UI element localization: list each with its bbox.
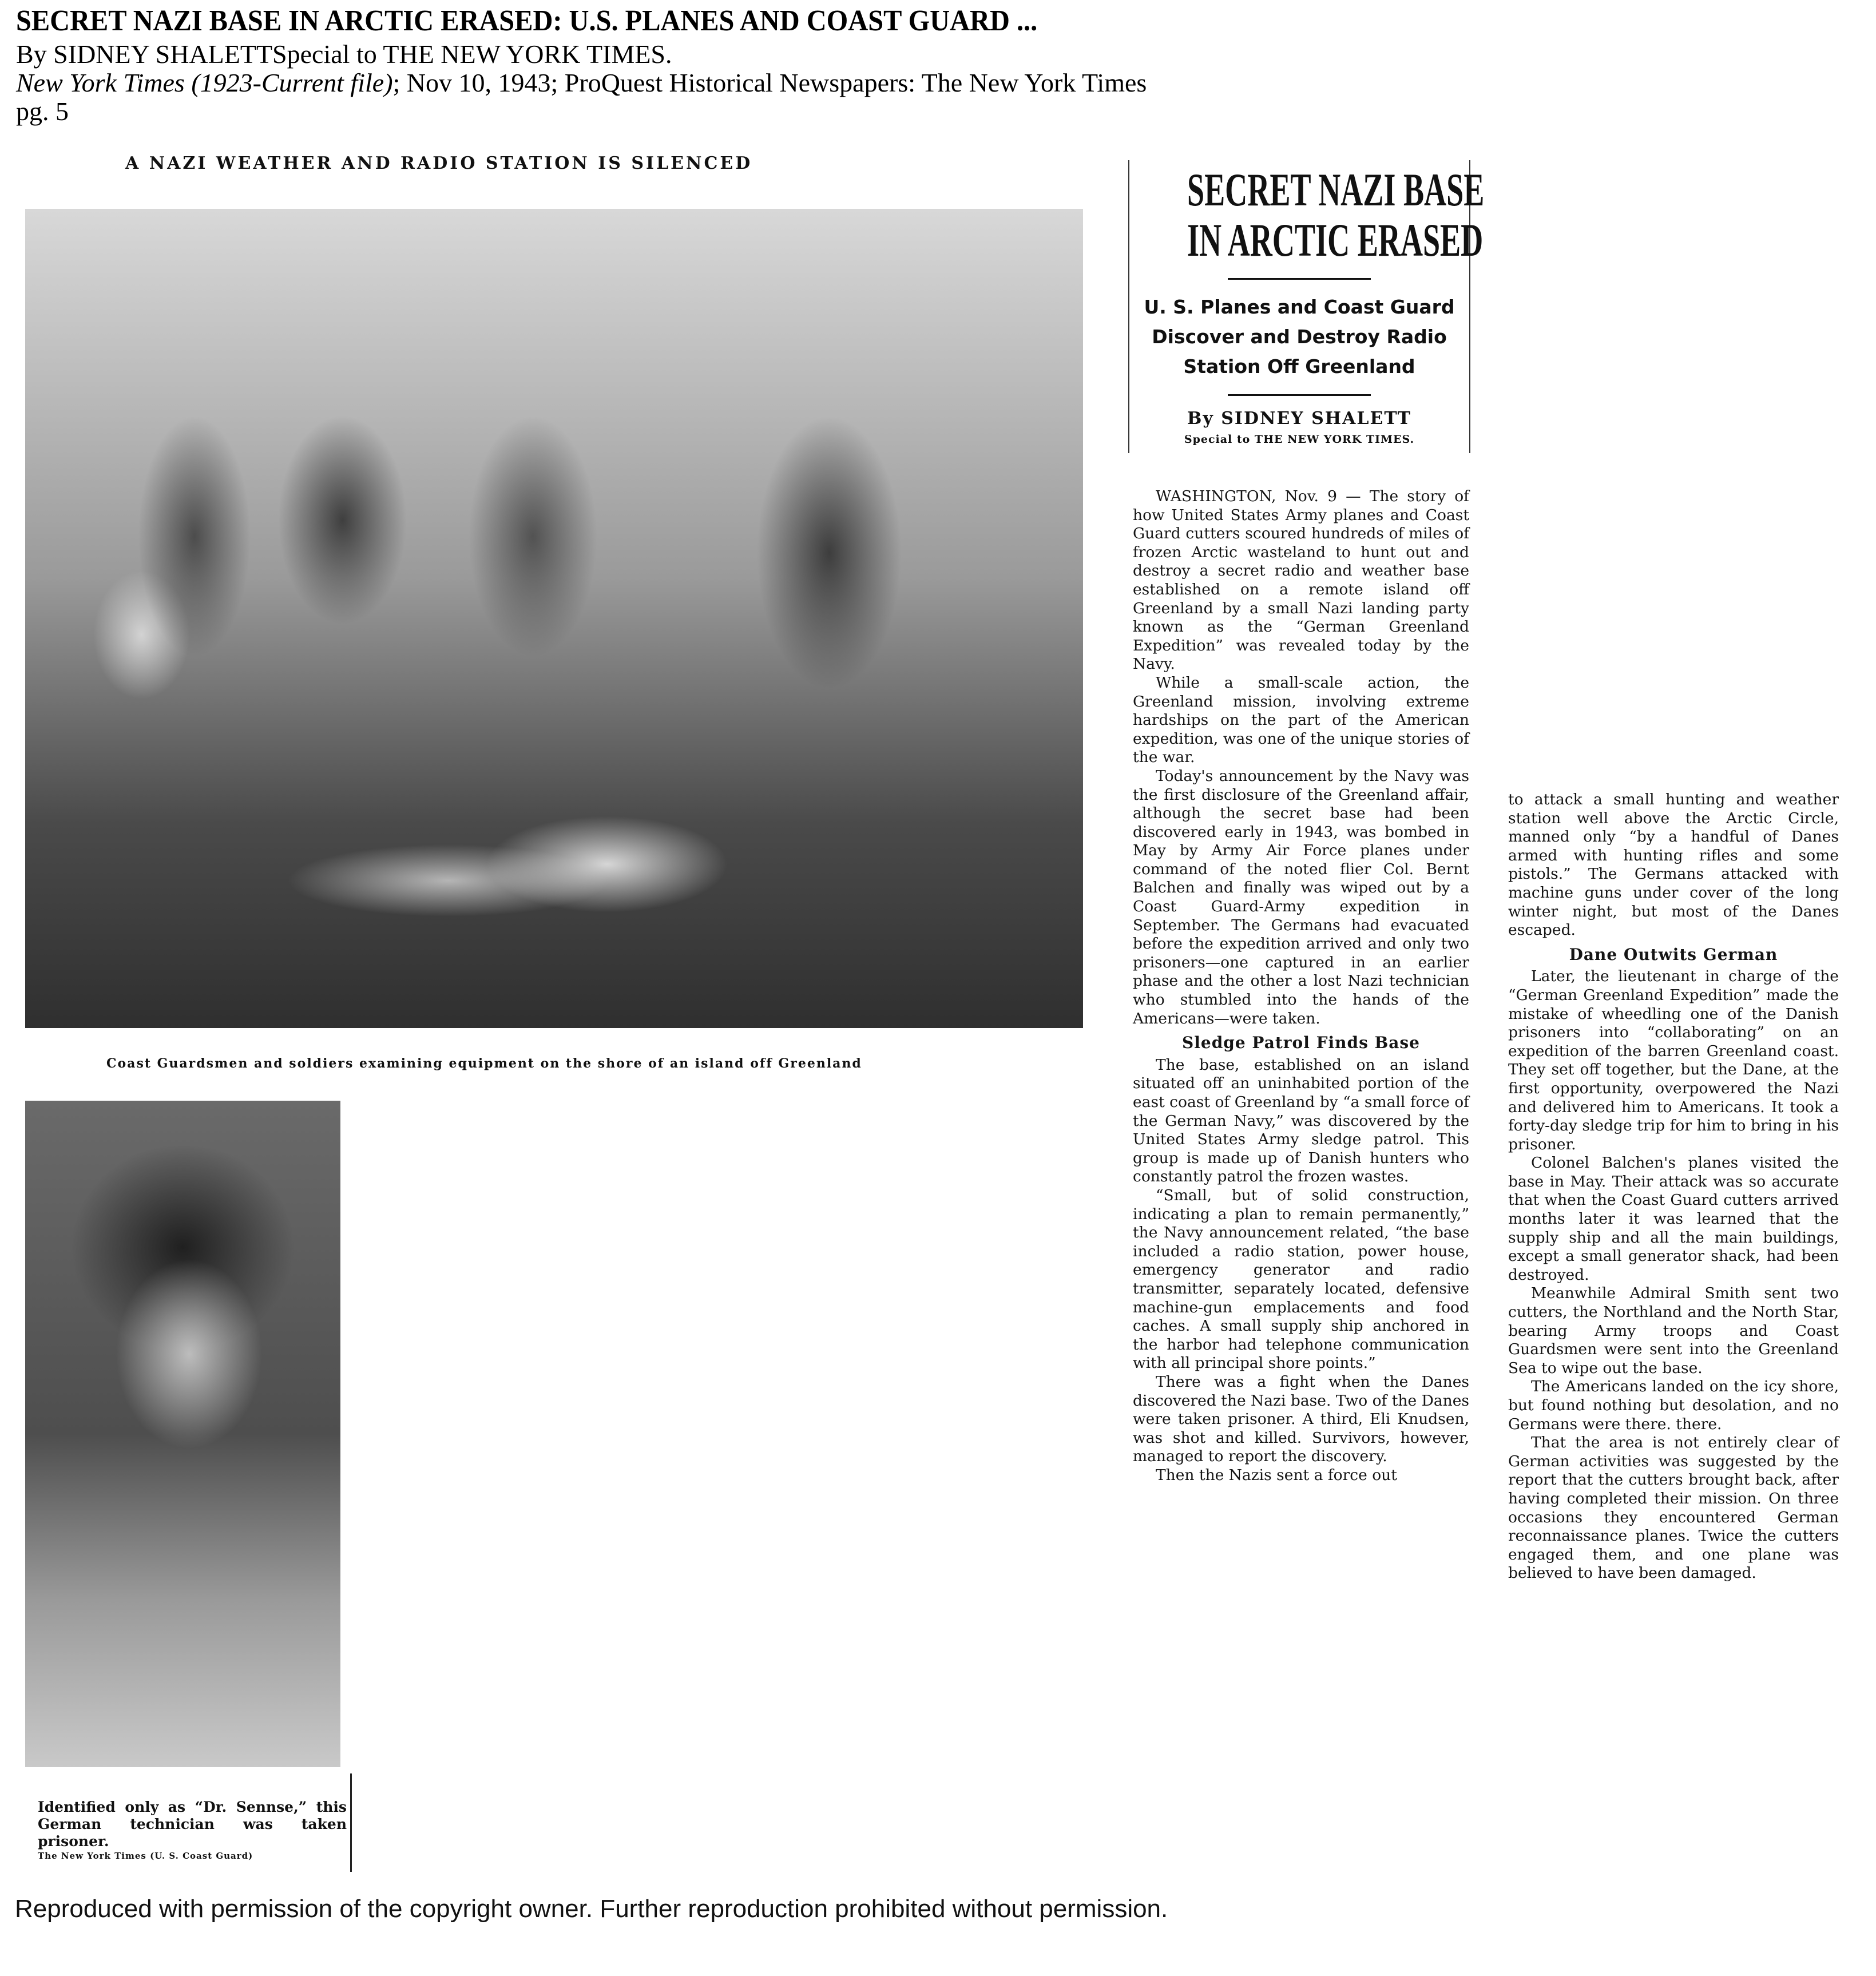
portrait-caption-text: Identified only as “Dr. Sennse,” this German technician was taken prisoner. — [38, 1799, 347, 1850]
paragraph: “Small, but of solid construction, indicating a plan to remain permanently,” the Navy announcement related, “the base included a radio station, power house, emergency generator and radio transmitter, separately located, defensive machine-gun emplacements and food caches. A small supply ship anchored in the harbor had telephone communication with all principal shore points.” — [1133, 1186, 1469, 1372]
paragraph: That the area is not entirely clear of German activities was suggested by the report that the cutters brought back, after having completed their mission. On three occasions they encountered German reconnaissance planes. Twice the cutters engaged them, and one plane was believed to have been damaged. — [1508, 1434, 1839, 1582]
paragraph: Today's announcement by the Navy was the first disclosure of the Greenland affair, although the secret base had been discovered early in 1943, was bombed in May by Army Air Force planes under command of the noted flier Col. Bernt Balchen and finally was wiped out by a Coast Guard-Army expedition in September. The Germans had evacuated before the expedition arrived and only two prisoners—one captured in an earlier phase and the other a lost Nazi technician who stumbled into the hands of the Americans—were taken. — [1133, 767, 1469, 1027]
article-column-1 — [1133, 487, 1469, 1485]
deck-divider — [1228, 394, 1371, 396]
headline-line-1: SECRET NAZI BASE — [1187, 164, 1485, 216]
paragraph: The Americans landed on the icy shore, but found nothing but desolation, and no Germans were there. there. — [1508, 1378, 1839, 1433]
paragraph: Colonel Balchen's planes visited the base in May. Their attack was so accurate that when the Coast Guard cutters arrived months later it was learned that the supply ship and all the main buildings, except a small generator shack, had been destroyed. — [1508, 1154, 1839, 1284]
article-column-2 — [1508, 791, 1839, 1583]
deck-line-3: Station Off Greenland — [1183, 355, 1415, 378]
paragraph: WASHINGTON, Nov. 9 — The story of how United States Army planes and Coast Guard cutters scoured hundreds of miles of frozen Arctic wasteland to hunt out and destroy a secret radio and weather base established on a remote island off Greenland by a small Nazi landing party known as the “German Greenland Expedition” was revealed today by the Navy. — [1133, 487, 1469, 673]
portrait-caption — [38, 1799, 347, 1862]
paragraph: Later, the lieutenant in charge of the “German Greenland Expedition” made the mistake of wheedling one of the Danish prisoners into “collaborating” on an expedition of the barren Greenland coast. They set off together, but the Dane, at the first opportunity, overpowered the Nazi and delivered him to Americans. It took a forty-day sledge trip for him to bring in his prisoner. — [1508, 967, 1839, 1153]
headline-divider — [1228, 278, 1371, 280]
photo-caption: Coast Guardsmen and soldiers examining equipment on the shore of an island off Greenland — [106, 1056, 862, 1071]
paragraph: While a small-scale action, the Greenland mission, involving extreme hardships on the part of the American expedition, was one of the unique stories of the war. — [1133, 673, 1469, 767]
paragraph: The base, established on an island situated off an uninhabited portion of the east coast of Greenland by “a small force of the German Navy,” was discovered by the United States Army sledge patrol. This group is made up of Danish hunters who constantly patrol the frozen wastes. — [1133, 1056, 1469, 1186]
photo-headline: A NAZI WEATHER AND RADIO STATION IS SILENCED — [125, 153, 753, 173]
article-byline: By SIDNEY SHALETT — [1187, 408, 1411, 428]
document-title: SECRET NAZI BASE IN ARCTIC ERASED: U.S. PLANES AND COAST GUARD ... — [16, 5, 1038, 37]
headline-box — [1128, 160, 1485, 453]
subheading: Dane Outwits German — [1569, 945, 1778, 964]
copyright-footer: Reproduced with permission of the copyright owner. Further reproduction prohibited without permission. — [15, 1895, 1168, 1923]
document-page: pg. 5 — [16, 97, 69, 126]
article-dateline-credit: Special to THE NEW YORK TIMES. — [1184, 433, 1415, 446]
source-publication: New York Times (1923-Current file) — [16, 68, 393, 97]
deck-line-2: Discover and Destroy Radio — [1152, 326, 1447, 348]
deck-line-1: U. S. Planes and Coast Guard — [1144, 296, 1455, 318]
paragraph: Then the Nazis sent a force out — [1156, 1466, 1397, 1484]
paragraph: to attack a small hunting and weather station well above the Arctic Circle, manned only “by a handful of Danes armed with hunting rifles and some pistols.” The Germans attacked with machine guns under cover of the long winter night, but most of the Danes escaped. — [1508, 791, 1839, 939]
paragraph: Meanwhile Admiral Smith sent two cutters, the Northland and the North Star, bearing Army troops and Coast Guardsmen were sent into the Greenland Sea to wipe out the base. — [1508, 1284, 1839, 1377]
photo-prisoner-portrait — [25, 1101, 340, 1767]
paragraph: There was a fight when the Danes discovered the Nazi base. Two of the Danes were taken prisoner. A third, Eli Knudsen, was shot and killed. Survivors, however, managed to report the discovery. — [1133, 1372, 1469, 1466]
subheading: Sledge Patrol Finds Base — [1182, 1033, 1420, 1053]
photo-credit: The New York Times (U. S. Coast Guard) — [38, 1851, 253, 1861]
document-source — [16, 69, 1147, 97]
headline-line-2: IN ARCTIC ERASED — [1187, 214, 1484, 266]
photo-coast-guardsmen — [25, 209, 1083, 1028]
source-details: ; Nov 10, 1943; ProQuest Historical Newspapers: The New York Times — [392, 68, 1147, 97]
document-byline: By SIDNEY SHALETTSpecial to THE NEW YORK TIMES. — [16, 39, 672, 69]
